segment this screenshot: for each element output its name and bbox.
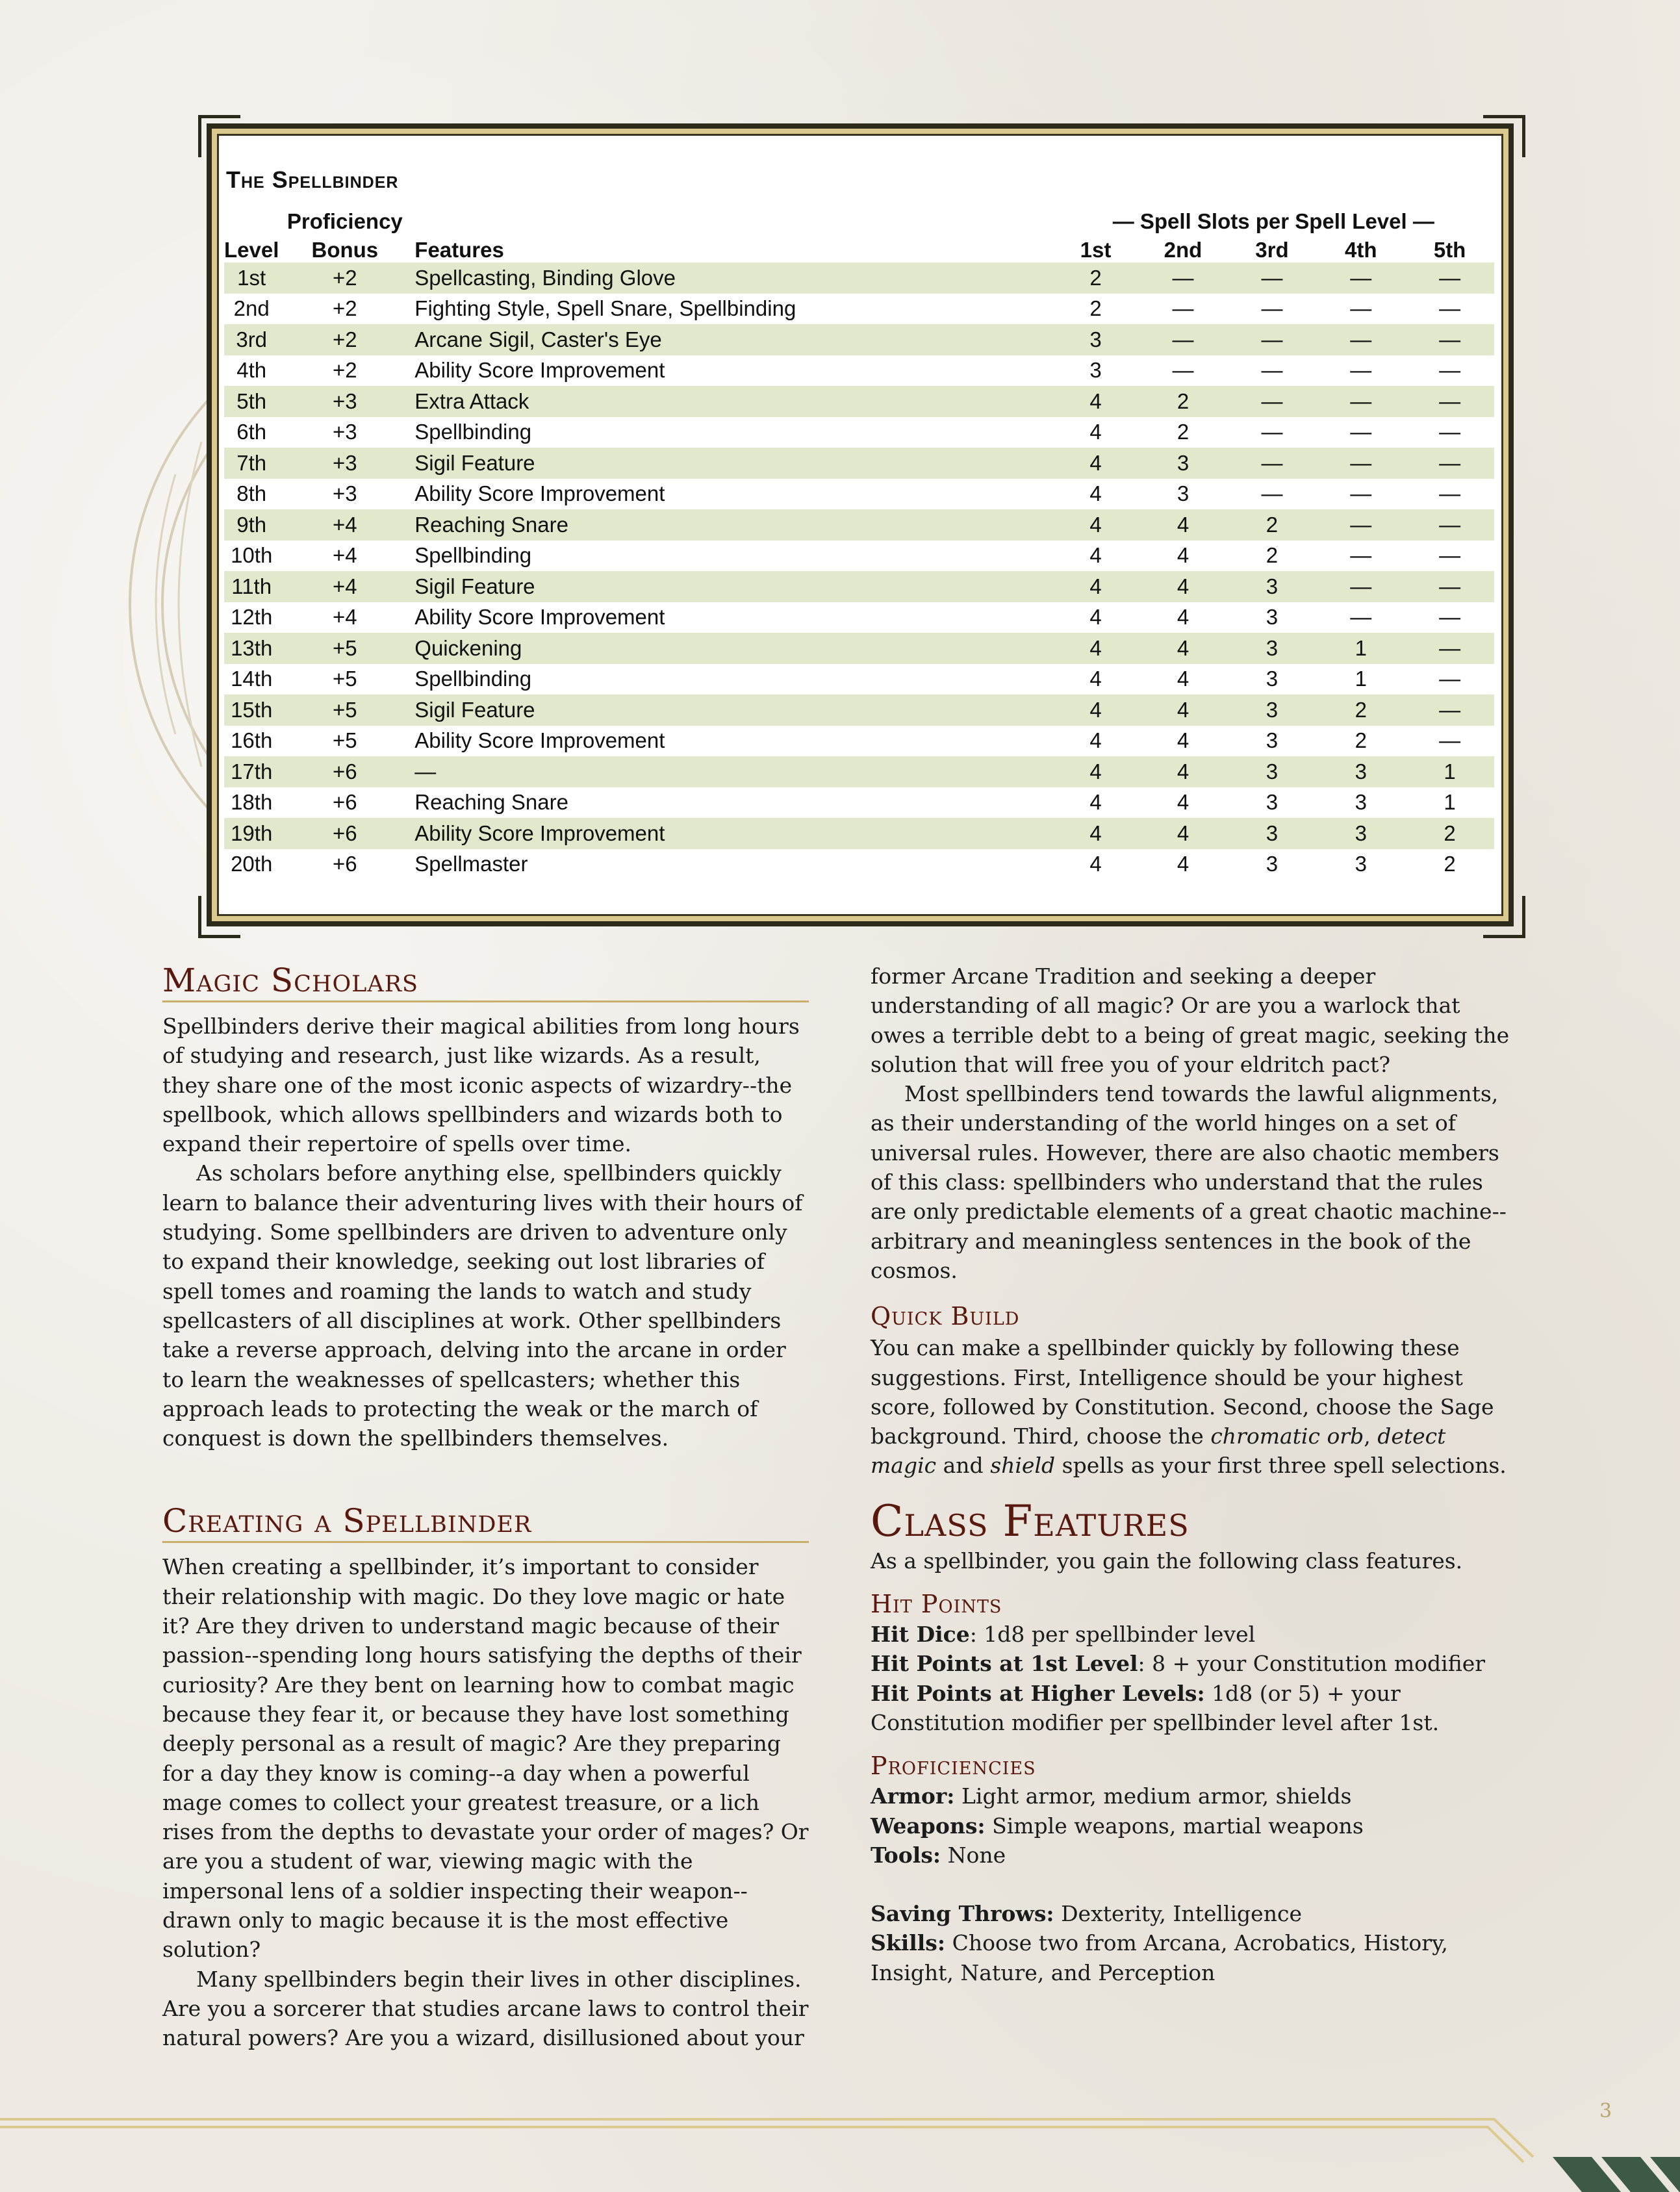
- slot-2nd-cell: —: [1172, 327, 1194, 351]
- slot-5th-cell: —: [1439, 543, 1461, 568]
- features-cell: Spellcasting, Binding Glove: [414, 265, 676, 290]
- level-cell: 19th: [231, 821, 273, 845]
- slot-5th-cell: —: [1439, 728, 1461, 753]
- value: : 8 + your Constitution modifier: [1138, 1651, 1486, 1677]
- spellbinder-progression-table: [224, 207, 1494, 880]
- value: Simple weapons, martial weapons: [985, 1813, 1364, 1839]
- slot-1st-cell: 3: [1089, 327, 1102, 351]
- paragraph: Most spellbinders tend towards the lawful alignments, as their understanding of the world hinges on a set of universal rules. However, there are also chaotic members of this class: spellbinders who understand that the rules are only predictable elements of a great chaotic machine--arbitrary and meaningless sentences in the book of the cosmos.: [871, 1081, 1507, 1283]
- slot-5th-cell: —: [1439, 450, 1461, 475]
- bonus-cell: +2: [333, 327, 357, 351]
- bonus-cell: +6: [333, 821, 357, 845]
- slot-2nd-cell: —: [1172, 358, 1194, 383]
- slot-1st-cell: 4: [1089, 852, 1102, 876]
- slot-2nd-cell: 4: [1177, 697, 1190, 722]
- frame-corner-ornament: [198, 115, 240, 157]
- level-cell: 2nd: [233, 296, 270, 321]
- table-row: [224, 571, 1494, 602]
- features-cell: Sigil Feature: [414, 574, 535, 598]
- slot-1st-cell: 4: [1089, 420, 1102, 444]
- slot-5th-cell: 2: [1444, 852, 1456, 876]
- header-level: Level: [224, 238, 279, 262]
- table-row: [224, 787, 1494, 819]
- slot-3rd-cell: 3: [1266, 667, 1279, 691]
- features-cell: Quickening: [414, 635, 522, 660]
- slot-4th-cell: —: [1350, 296, 1372, 321]
- value: None: [941, 1842, 1006, 1868]
- slot-2nd-cell: —: [1172, 296, 1194, 321]
- slot-4th-cell: —: [1350, 481, 1372, 506]
- slot-2nd-cell: 4: [1177, 821, 1190, 845]
- bonus-cell: +5: [333, 635, 357, 660]
- table-row: [224, 386, 1494, 417]
- slot-3rd-cell: —: [1261, 389, 1283, 413]
- label: Saving Throws:: [871, 1901, 1054, 1927]
- slot-1st-cell: 4: [1089, 821, 1102, 845]
- right-column: [871, 962, 1517, 1987]
- value: 1d8 (or 5) + your Constitution modifier per spellbinder level after 1st.: [871, 1680, 1440, 1735]
- value: Choose two from Arcana, Acrobatics, History, Insight, Nature, and Perception: [871, 1930, 1448, 1985]
- heading-proficiencies: Proficiencies: [871, 1752, 1036, 1781]
- slot-5th-cell: —: [1439, 635, 1461, 660]
- slot-3rd-cell: —: [1261, 481, 1283, 506]
- spell-name: shield: [990, 1453, 1056, 1479]
- text: ,: [1364, 1423, 1378, 1449]
- slot-1st-cell: 4: [1089, 697, 1102, 722]
- bonus-cell: +4: [333, 512, 357, 537]
- value: : 1d8 per spellbinder level: [969, 1622, 1256, 1648]
- slot-1st-cell: 4: [1089, 389, 1102, 413]
- features-cell: —: [414, 759, 437, 784]
- spell-name: detect magic: [871, 1423, 1446, 1479]
- paragraph: As a spellbinder, you gain the following class features.: [871, 1548, 1463, 1574]
- table-row: [224, 602, 1494, 633]
- table-row: [224, 756, 1494, 787]
- header-slot-5th: 5th: [1433, 238, 1466, 262]
- slot-1st-cell: 4: [1089, 543, 1102, 568]
- features-cell: Arcane Sigil, Caster's Eye: [414, 327, 662, 351]
- level-cell: 13th: [231, 635, 273, 660]
- value: Light armor, medium armor, shields: [954, 1783, 1352, 1809]
- skills-line: [871, 1928, 1517, 1987]
- features-cell: Sigil Feature: [414, 450, 535, 475]
- slot-4th-cell: —: [1350, 543, 1372, 568]
- table-row: [224, 448, 1494, 479]
- slot-4th-cell: 1: [1355, 635, 1367, 660]
- level-cell: 5th: [236, 389, 267, 413]
- slot-4th-cell: —: [1350, 389, 1372, 413]
- slot-3rd-cell: 3: [1266, 635, 1279, 660]
- slot-4th-cell: —: [1350, 605, 1372, 630]
- level-cell: 10th: [231, 543, 273, 568]
- bonus-cell: +2: [333, 358, 357, 383]
- hp-first-line: [871, 1649, 1517, 1678]
- header-slot-1st: 1st: [1080, 238, 1112, 262]
- table-row: [224, 695, 1494, 726]
- table-row: [224, 818, 1494, 849]
- slot-5th-cell: —: [1439, 697, 1461, 722]
- bonus-cell: +2: [333, 296, 357, 321]
- paragraph: When creating a spellbinder, it’s important to consider their relationship with magic. Do they love magic or hate it? Are they driven to understand magic because of their passion--spending long hours satisfying the depths of their curiosity? Are they bent on learning how to combat magic because they fear it, or because they have lost something deeply personal as a result of magic? Are they preparing for a day they know is coming--a day when a powerful mage comes to collect your greatest treasure, or a lich rises from the depths to devastate your order of mages? Or are you a student of war, viewing magic with the impersonal lens of a soldier inspecting their weapon--drawn only to magic because it is the most effective solution?: [162, 1554, 809, 1963]
- paragraph: former Arcane Tradition and seeking a deeper understanding of all magic? Or are you a warlock that owes a terrible debt to a being of great magic, seeking the solution that will free you of your eldritch pact?: [871, 963, 1510, 1077]
- features-cell: Ability Score Improvement: [414, 481, 665, 506]
- slot-5th-cell: —: [1439, 481, 1461, 506]
- slot-2nd-cell: 4: [1177, 667, 1190, 691]
- heading-hit-points: Hit Points: [871, 1590, 1002, 1619]
- slot-1st-cell: 4: [1089, 481, 1102, 506]
- slot-4th-cell: —: [1350, 358, 1372, 383]
- slot-3rd-cell: —: [1261, 420, 1283, 444]
- features-cell: Spellbinding: [414, 667, 532, 691]
- level-cell: 4th: [236, 358, 267, 383]
- level-cell: 6th: [236, 420, 267, 444]
- label: Armor:: [871, 1783, 955, 1809]
- slot-4th-cell: 2: [1355, 697, 1367, 722]
- features-cell: Ability Score Improvement: [414, 728, 665, 753]
- slot-3rd-cell: 3: [1266, 728, 1279, 753]
- table-row: [224, 509, 1494, 541]
- label: Skills:: [871, 1930, 946, 1956]
- slot-4th-cell: 2: [1355, 728, 1367, 753]
- slot-2nd-cell: 4: [1177, 635, 1190, 660]
- slot-3rd-cell: 3: [1266, 852, 1279, 876]
- hit-dice-line: [871, 1620, 1517, 1649]
- slot-3rd-cell: 3: [1266, 759, 1279, 784]
- slot-5th-cell: —: [1439, 358, 1461, 383]
- frame-corner-ornament: [1483, 896, 1525, 938]
- quick-build-paragraph: [871, 1333, 1517, 1480]
- bonus-cell: +5: [333, 728, 357, 753]
- slot-3rd-cell: 3: [1266, 697, 1279, 722]
- hp-higher-line: [871, 1679, 1517, 1738]
- paragraph: Spellbinders derive their magical abilities from long hours of studying and research, just like wizards. As a result, they share one of the most iconic aspects of wizardry--the spellbook, which allows spellbinders and wizards both to expand their repertoire of spells over time.: [162, 1013, 800, 1157]
- level-cell: 14th: [231, 667, 273, 691]
- level-cell: 12th: [231, 605, 273, 630]
- bonus-cell: +3: [333, 481, 357, 506]
- frame-corner-ornament: [1483, 115, 1525, 157]
- level-cell: 9th: [236, 512, 267, 537]
- header-proficiency-top: Proficiency: [286, 209, 403, 233]
- heading-class-features: Class Features: [871, 1496, 1190, 1546]
- slot-2nd-cell: 4: [1177, 852, 1190, 876]
- slot-5th-cell: —: [1439, 574, 1461, 598]
- bonus-cell: +4: [333, 574, 357, 598]
- slot-4th-cell: —: [1350, 327, 1372, 351]
- slot-1st-cell: 4: [1089, 512, 1102, 537]
- table-row: [224, 324, 1494, 355]
- label: Weapons:: [871, 1813, 986, 1839]
- header-slot-3rd: 3rd: [1255, 238, 1289, 262]
- label: Tools:: [871, 1842, 941, 1868]
- features-cell: Ability Score Improvement: [414, 358, 665, 383]
- slot-3rd-cell: 3: [1266, 821, 1279, 845]
- slot-5th-cell: —: [1439, 296, 1461, 321]
- armor-line: [871, 1781, 1517, 1811]
- slot-1st-cell: 4: [1089, 728, 1102, 753]
- table-row: [224, 417, 1494, 448]
- heading-magic-scholars: Magic Scholars: [162, 962, 809, 1002]
- slot-2nd-cell: 4: [1177, 512, 1190, 537]
- slot-3rd-cell: 3: [1266, 574, 1279, 598]
- slot-2nd-cell: 2: [1177, 389, 1190, 413]
- footer-ornament: [0, 2105, 1680, 2192]
- slot-1st-cell: 4: [1089, 450, 1102, 475]
- header-spell-slots: — Spell Slots per Spell Level —: [1112, 209, 1434, 233]
- level-cell: 11th: [231, 574, 272, 598]
- slot-2nd-cell: —: [1172, 265, 1194, 290]
- slot-4th-cell: 3: [1355, 852, 1367, 876]
- bonus-cell: +5: [333, 667, 357, 691]
- slot-3rd-cell: —: [1261, 327, 1283, 351]
- level-cell: 1st: [237, 265, 266, 290]
- slot-2nd-cell: 4: [1177, 790, 1190, 815]
- table-row: [224, 726, 1494, 757]
- level-cell: 18th: [231, 790, 273, 815]
- header-slot-2nd: 2nd: [1164, 238, 1203, 262]
- label: Hit Points at 1st Level: [871, 1651, 1138, 1677]
- slot-3rd-cell: —: [1261, 450, 1283, 475]
- slot-2nd-cell: 2: [1177, 420, 1190, 444]
- heading-quick-build: Quick Build: [871, 1302, 1020, 1331]
- slot-1st-cell: 4: [1089, 790, 1102, 815]
- slot-1st-cell: 4: [1089, 635, 1102, 660]
- features-cell: Sigil Feature: [414, 697, 535, 722]
- slot-5th-cell: 1: [1444, 759, 1456, 784]
- slot-4th-cell: —: [1350, 574, 1372, 598]
- slot-1st-cell: 2: [1089, 296, 1102, 321]
- level-cell: 16th: [231, 728, 273, 753]
- features-cell: Fighting Style, Spell Snare, Spellbinding: [414, 296, 796, 321]
- bonus-cell: +3: [333, 450, 357, 475]
- paragraph: Many spellbinders begin their lives in other disciplines. Are you a sorcerer that studies arcane laws to control their natural powers? Are you a wizard, disillusioned about your: [162, 1966, 809, 2051]
- tools-line: [871, 1841, 1517, 1870]
- label: Hit Points at Higher Levels:: [871, 1680, 1205, 1706]
- bonus-cell: +2: [333, 265, 357, 290]
- table-row: [224, 633, 1494, 664]
- slot-2nd-cell: 3: [1177, 450, 1190, 475]
- bonus-cell: +6: [333, 759, 357, 784]
- table-row: [224, 849, 1494, 880]
- level-cell: 20th: [231, 852, 273, 876]
- label: Hit Dice: [871, 1622, 970, 1648]
- text: spells as your first three spell selections.: [1055, 1453, 1507, 1479]
- slot-3rd-cell: —: [1261, 296, 1283, 321]
- features-cell: Reaching Snare: [414, 512, 568, 537]
- frame-corner-ornament: [198, 896, 240, 938]
- header-blank: [411, 207, 1052, 234]
- slot-5th-cell: —: [1439, 512, 1461, 537]
- slot-4th-cell: 3: [1355, 759, 1367, 784]
- features-cell: Spellbinding: [414, 420, 532, 444]
- slot-4th-cell: —: [1350, 450, 1372, 475]
- paragraph: As scholars before anything else, spellbinders quickly learn to balance their adventuring lives with their hours of studying. Some spellbinders are driven to adventure only to expand their knowledge, seeking out lost libraries of spell tomes and roaming the lands to watch and study spellcasters of all disciplines at work. Other spellbinders take a reverse approach, delving into the arcane in order to learn the weaknesses of spellcasters; whether this approach leads to protecting the weak or the march of conquest is down the spellbinders themselves.: [162, 1160, 803, 1451]
- level-cell: 7th: [236, 450, 267, 475]
- slot-5th-cell: 2: [1444, 821, 1456, 845]
- features-cell: Ability Score Improvement: [414, 821, 665, 845]
- header-proficiency-bottom: Bonus: [311, 238, 379, 262]
- page-number: 3: [1599, 2100, 1612, 2122]
- slot-3rd-cell: —: [1261, 265, 1283, 290]
- slot-4th-cell: 1: [1355, 667, 1367, 691]
- slot-2nd-cell: 4: [1177, 759, 1190, 784]
- bonus-cell: +4: [333, 605, 357, 630]
- slot-2nd-cell: 3: [1177, 481, 1190, 506]
- table-row: [224, 664, 1494, 695]
- text: You can make a spellbinder quickly by following these suggestions. First, Intelligence should be your highest score, followed by Constitution. Second, choose the Sage background. Third, choose the: [871, 1335, 1494, 1449]
- slot-4th-cell: —: [1350, 420, 1372, 444]
- level-cell: 15th: [231, 697, 273, 722]
- slot-4th-cell: —: [1350, 265, 1372, 290]
- heading-creating-spellbinder: Creating a Spellbinder: [162, 1502, 809, 1543]
- spell-name: chromatic orb: [1210, 1423, 1364, 1449]
- features-cell: Ability Score Improvement: [414, 605, 665, 630]
- slot-5th-cell: 1: [1444, 790, 1456, 815]
- slot-2nd-cell: 4: [1177, 728, 1190, 753]
- slot-4th-cell: —: [1350, 512, 1372, 537]
- slot-4th-cell: 3: [1355, 790, 1367, 815]
- features-cell: Reaching Snare: [414, 790, 568, 815]
- level-cell: 8th: [236, 481, 267, 506]
- saving-throws-line: [871, 1899, 1517, 1928]
- bonus-cell: +5: [333, 697, 357, 722]
- slot-2nd-cell: 4: [1177, 605, 1190, 630]
- features-cell: Extra Attack: [414, 389, 529, 413]
- level-cell: 17th: [231, 759, 273, 784]
- slot-5th-cell: —: [1439, 389, 1461, 413]
- slot-3rd-cell: 3: [1266, 605, 1279, 630]
- table-title: The Spellbinder: [226, 166, 399, 193]
- features-cell: Spellmaster: [414, 852, 528, 876]
- header-slot-4th: 4th: [1345, 238, 1377, 262]
- table-row: [224, 262, 1494, 294]
- slot-1st-cell: 3: [1089, 358, 1102, 383]
- bonus-cell: +4: [333, 543, 357, 568]
- slot-5th-cell: —: [1439, 605, 1461, 630]
- table-row: [224, 355, 1494, 387]
- features-cell: Spellbinding: [414, 543, 532, 568]
- level-cell: 3rd: [236, 327, 268, 351]
- table-row: [224, 541, 1494, 572]
- slot-1st-cell: 4: [1089, 759, 1102, 784]
- header-features: Features: [414, 238, 504, 262]
- slot-5th-cell: —: [1439, 420, 1461, 444]
- value: Dexterity, Intelligence: [1054, 1901, 1302, 1927]
- slot-5th-cell: —: [1439, 265, 1461, 290]
- slot-5th-cell: —: [1439, 667, 1461, 691]
- slot-2nd-cell: 4: [1177, 574, 1190, 598]
- slot-3rd-cell: 2: [1266, 543, 1279, 568]
- bonus-cell: +6: [333, 790, 357, 815]
- text: and: [936, 1453, 991, 1479]
- slot-1st-cell: 2: [1089, 265, 1102, 290]
- bonus-cell: +3: [333, 389, 357, 413]
- slot-4th-cell: 3: [1355, 821, 1367, 845]
- weapons-line: [871, 1811, 1517, 1841]
- slot-1st-cell: 4: [1089, 605, 1102, 630]
- slot-3rd-cell: —: [1261, 358, 1283, 383]
- slot-1st-cell: 4: [1089, 667, 1102, 691]
- slot-5th-cell: —: [1439, 327, 1461, 351]
- bonus-cell: +6: [333, 852, 357, 876]
- slot-1st-cell: 4: [1089, 574, 1102, 598]
- table-row: [224, 479, 1494, 510]
- left-column: [162, 962, 809, 2053]
- slot-3rd-cell: 2: [1266, 512, 1279, 537]
- slot-3rd-cell: 3: [1266, 790, 1279, 815]
- header-blank: [224, 207, 279, 234]
- bonus-cell: +3: [333, 420, 357, 444]
- table-row: [224, 294, 1494, 325]
- slot-2nd-cell: 4: [1177, 543, 1190, 568]
